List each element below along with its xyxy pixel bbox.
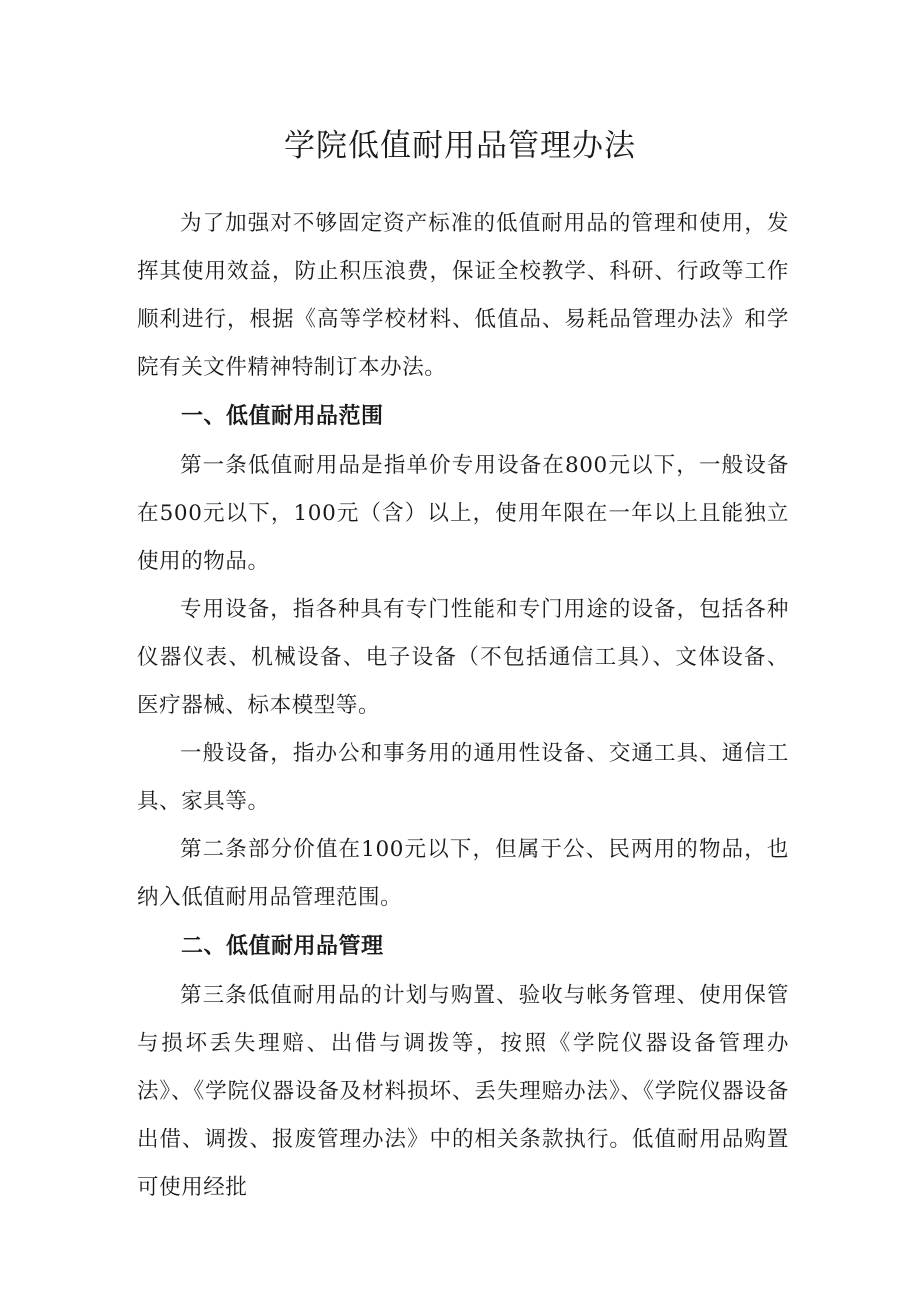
article-1-paragraph: 第一条低值耐用品是指单价专用设备在800元以下，一般设备在500元以下，100元（含）以上，使用年限在一年以上且能独立使用的物品。: [137, 453, 789, 574]
document-body: [137, 200, 789, 1212]
section-heading-scope: 一、低值耐用品范围: [181, 404, 384, 429]
article-3-paragraph: 第三条低值耐用品的计划与购置、验收与帐务管理、使用保管与损坏丢失理赔、出借与调拨等，按照《学院仪器设备管理办法》、《学院仪器设备及材料损坏、丢失理赔办法》、《学院仪器设备出借、调拨、报废管理办法》中的相关条款执行。低值耐用品购置可使用经批: [137, 983, 789, 1200]
general-equipment-paragraph: 一般设备，指办公和事务用的通用性设备、交通工具、通信工具、家具等。: [137, 741, 789, 814]
intro-paragraph: 为了加强对不够固定资产标准的低值耐用品的管理和使用，发挥其使用效益，防止积压浪费，保证全校教学、科研、行政等工作顺利进行，根据《高等学校材料、低值品、易耗品管理办法》和学院有关文件精神特制订本办法。: [137, 211, 789, 380]
section-heading-management: 二、低值耐用品管理: [181, 934, 384, 959]
special-equipment-paragraph: 专用设备，指各种具有专门性能和专门用途的设备，包括各种仪器仪表、机械设备、电子设备（不包括通信工具）、文体设备、医疗器械、标本模型等。: [137, 597, 789, 718]
document-title: 学院低值耐用品管理办法: [284, 128, 636, 164]
article-2-paragraph: 第二条部分价值在100元以下，但属于公、民两用的物品，也纳入低值耐用品管理范围。: [137, 837, 789, 910]
